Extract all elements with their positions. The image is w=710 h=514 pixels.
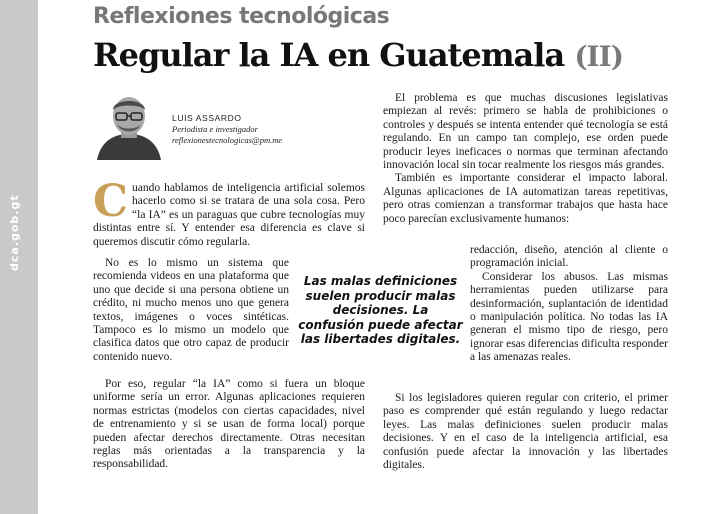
section-kicker: Reflexiones tecnológicas: [93, 4, 390, 29]
drop-cap: C: [93, 176, 129, 227]
body-column-right-top: [383, 92, 668, 226]
paragraph-uniform-block: Por eso, regular “la IA” como si fuera un bloque uniforme sería un error. Algunas aplicaciones requieren normas estrictas (modelos con ciertas capacidades, nivel de entrenamiento y si se usan de forma local) porque pueden afectar derechos directamente. Otras necesitan reglas más orientadas a la transparencia y la responsabilidad.: [93, 378, 365, 471]
headline-part-number: (II): [574, 40, 624, 73]
paragraph-conclusion: Si los legisladores quieren regular con criterio, el primer paso es comprender qué están regulando y luego redactar leyes. Las malas definiciones suelen producir malas decisiones. Y en el caso de la inteligencia artificial, esa confusión puede afectar la innovación y las libertades digitales.: [383, 392, 668, 472]
body-column-left-bottom: [93, 378, 365, 472]
body-column-right-bottom: [383, 392, 668, 472]
paragraph-problem: El problema es que muchas discusiones legislativas empiezan al revés: primero se habla de prohibiciones o controles y después se intenta entender qué tecnología se está regulando. En un campo tan complejo, ese orden puede producir leyes ineficaces o normas que terminan afectando innovación local sin tocar realmente los riesgos más grandes.: [383, 92, 668, 172]
author-role: Periodista e investigador: [172, 124, 258, 134]
headline: [93, 36, 693, 74]
sidebar-strip: [0, 0, 38, 514]
body-column-left-middle: [93, 257, 289, 364]
author-email: reflexionestecnologicas@pm.me: [172, 135, 283, 145]
sidebar-source-text: dca.gob.gt: [8, 194, 21, 272]
paragraph-intro: uando hablamos de inteligencia artificial solemos hacerlo como si se tratara de una sola cosa. Pero “la IA” es un paraguas que cubre tecnologías muy distintas entre sí. Y entender esa diferencia es clave si queremos discutir cómo regularla.: [93, 182, 365, 248]
author-photo: [93, 88, 165, 160]
paragraph-abuses: Considerar los abusos. Las mismas herramientas pueden utilizarse para desinformación, suplantación de identidad o manipulación política. No todas las IA generan el mismo tipo de riesgo, pero ignorar esas diferencias dificulta responder a las amenazas reales.: [470, 270, 668, 364]
paragraph-labor-continued: redacción, diseño, atención al cliente o programación inicial.: [470, 244, 668, 270]
body-column-left-top: [93, 176, 365, 249]
paragraph-systems: No es lo mismo un sistema que recomienda videos en una plataforma que uno que decide si una persona obtiene un crédito, ni mucho menos uno que genera textos, imágenes o voces sintéticas. Tampoco es lo mismo un modelo que clasifica datos que otro capaz de producir contenido nuevo.: [93, 257, 289, 363]
pull-quote: Las malas definiciones suelen producir malas decisiones. La confusión puede afectar las libertades digitales.: [298, 274, 463, 346]
body-column-right-middle: [470, 244, 668, 365]
headline-text: Regular la IA en Guatemala: [93, 36, 565, 74]
author-name: LUIS ASSARDO: [172, 113, 242, 123]
paragraph-labor: También es importante considerar el impacto laboral. Algunas aplicaciones de IA automatizan tareas repetitivas, pero otras comienzan a transformar trabajos que hasta hace poco parecían exclusivamente humanos:: [383, 172, 668, 225]
